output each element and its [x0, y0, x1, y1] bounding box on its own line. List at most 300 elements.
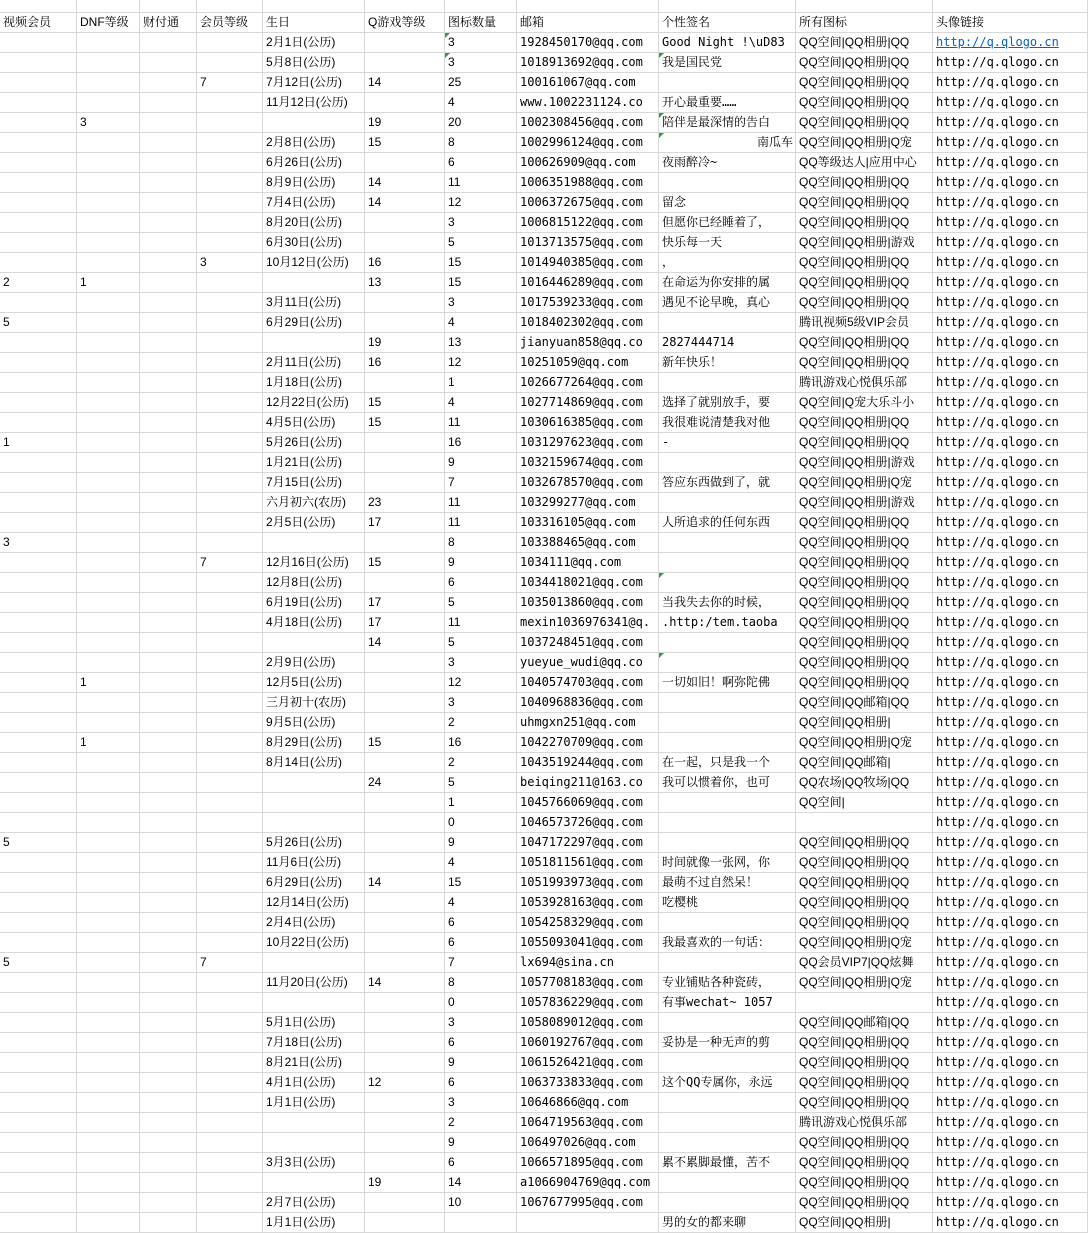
cell-birthday[interactable]: 5月26日(公历)	[263, 433, 365, 453]
cell-video[interactable]	[0, 1093, 77, 1113]
cell-icon_count[interactable]: 25	[445, 73, 517, 93]
cell-dnf[interactable]	[77, 513, 140, 533]
cell-q_game_level[interactable]: 12	[365, 1073, 445, 1093]
cell-birthday[interactable]: 5月8日(公历)	[263, 53, 365, 73]
cell-signature[interactable]: 2827444714	[659, 333, 796, 353]
cell-email[interactable]	[517, 1213, 659, 1233]
cell-birthday[interactable]	[263, 953, 365, 973]
cell-video[interactable]	[0, 193, 77, 213]
cell-all_icons[interactable]: QQ等级达人|应用中心	[796, 153, 933, 173]
cell-video[interactable]	[0, 913, 77, 933]
header-cell-email[interactable]: 邮箱	[517, 13, 659, 33]
cell-q_game_level[interactable]	[365, 1193, 445, 1213]
cell-signature[interactable]: 在命运为你安排的属	[659, 273, 796, 293]
cell-all_icons[interactable]: QQ空间|QQ相册|QQ	[796, 173, 933, 193]
cell-icon_count[interactable]: 9	[445, 453, 517, 473]
cell-dnf[interactable]	[77, 1013, 140, 1033]
cell-member_level[interactable]	[197, 753, 263, 773]
cell-icon_count[interactable]: 6	[445, 1073, 517, 1093]
cell-video[interactable]: 2	[0, 273, 77, 293]
avatar-link[interactable]: http://q.qlogo.cn	[933, 1213, 1088, 1233]
cell-all_icons[interactable]: QQ空间|QQ相册|QQ	[796, 353, 933, 373]
cell-member_level[interactable]	[197, 93, 263, 113]
cell-video[interactable]	[0, 1193, 77, 1213]
avatar-link[interactable]: http://q.qlogo.cn	[933, 133, 1088, 153]
cell-member_level[interactable]	[197, 1073, 263, 1093]
cell-all_icons[interactable]	[796, 993, 933, 1013]
cell-tenpay[interactable]	[140, 433, 197, 453]
cell-video[interactable]	[0, 1073, 77, 1093]
avatar-link[interactable]: http://q.qlogo.cn	[933, 1153, 1088, 1173]
cell-tenpay[interactable]	[140, 93, 197, 113]
cell-birthday[interactable]	[263, 0, 365, 13]
cell-birthday[interactable]: 11月6日(公历)	[263, 853, 365, 873]
cell-email[interactable]: 1047172297@qq.com	[517, 833, 659, 853]
cell-signature[interactable]	[659, 1133, 796, 1153]
cell-email[interactable]: 103388465@qq.com	[517, 533, 659, 553]
cell-tenpay[interactable]	[140, 853, 197, 873]
cell-email[interactable]: yueyue_wudi@qq.co	[517, 653, 659, 673]
cell-dnf[interactable]	[77, 53, 140, 73]
cell-tenpay[interactable]	[140, 153, 197, 173]
cell-email[interactable]: 1027714869@qq.com	[517, 393, 659, 413]
avatar-link[interactable]: http://q.qlogo.cn	[933, 233, 1088, 253]
cell-all_icons[interactable]: QQ空间|QQ相册|QQ	[796, 1153, 933, 1173]
cell-member_level[interactable]	[197, 433, 263, 453]
cell-video[interactable]	[0, 633, 77, 653]
cell-all_icons[interactable]: QQ空间|QQ邮箱|	[796, 753, 933, 773]
cell-dnf[interactable]	[77, 213, 140, 233]
cell-signature[interactable]	[659, 953, 796, 973]
cell-icon_count[interactable]: 6	[445, 573, 517, 593]
cell-email[interactable]: 1051993973@qq.com	[517, 873, 659, 893]
cell-all_icons[interactable]: QQ空间|QQ相册|QQ	[796, 1173, 933, 1193]
cell-email[interactable]: 1046573726@qq.com	[517, 813, 659, 833]
cell-email[interactable]: 1054258329@qq.com	[517, 913, 659, 933]
cell-icon_count[interactable]: 16	[445, 733, 517, 753]
cell-email[interactable]: 1928450170@qq.com	[517, 33, 659, 53]
cell-signature[interactable]	[659, 493, 796, 513]
cell-all_icons[interactable]: QQ空间|QQ相册|QQ	[796, 253, 933, 273]
cell-q_game_level[interactable]	[365, 813, 445, 833]
cell-dnf[interactable]	[77, 613, 140, 633]
cell-email[interactable]: a1066904769@qq.com	[517, 1173, 659, 1193]
cell-q_game_level[interactable]	[365, 153, 445, 173]
cell-q_game_level[interactable]	[365, 33, 445, 53]
cell-all_icons[interactable]: QQ空间|	[796, 793, 933, 813]
cell-video[interactable]	[0, 893, 77, 913]
cell-q_game_level[interactable]	[365, 833, 445, 853]
cell-member_level[interactable]: 7	[197, 553, 263, 573]
cell-member_level[interactable]	[197, 793, 263, 813]
cell-signature[interactable]: .http:/tem.taoba	[659, 613, 796, 633]
cell-member_level[interactable]	[197, 1113, 263, 1133]
avatar-link[interactable]: http://q.qlogo.cn	[933, 213, 1088, 233]
cell-icon_count[interactable]: 11	[445, 173, 517, 193]
cell-signature[interactable]	[659, 0, 796, 13]
cell-signature[interactable]: 陪伴是最深情的告白	[659, 113, 796, 133]
cell-member_level[interactable]	[197, 713, 263, 733]
avatar-link[interactable]: http://q.qlogo.cn	[933, 953, 1088, 973]
avatar-link[interactable]: http://q.qlogo.cn	[933, 333, 1088, 353]
cell-signature[interactable]: 在一起，只是我一个	[659, 753, 796, 773]
cell-video[interactable]	[0, 653, 77, 673]
cell-member_level[interactable]	[197, 613, 263, 633]
cell-all_icons[interactable]: QQ空间|QQ相册|QQ	[796, 1133, 933, 1153]
cell-video[interactable]	[0, 413, 77, 433]
cell-dnf[interactable]	[77, 1153, 140, 1173]
cell-video[interactable]	[0, 353, 77, 373]
cell-signature[interactable]	[659, 633, 796, 653]
cell-dnf[interactable]	[77, 833, 140, 853]
cell-icon_count[interactable]: 3	[445, 213, 517, 233]
cell-email[interactable]: 1066571895@qq.com	[517, 1153, 659, 1173]
cell-tenpay[interactable]	[140, 653, 197, 673]
cell-q_game_level[interactable]	[365, 753, 445, 773]
avatar-link[interactable]: http://q.qlogo.cn	[933, 993, 1088, 1013]
cell-birthday[interactable]: 6月19日(公历)	[263, 593, 365, 613]
cell-birthday[interactable]	[263, 533, 365, 553]
cell-member_level[interactable]	[197, 653, 263, 673]
cell-video[interactable]: 5	[0, 313, 77, 333]
cell-dnf[interactable]	[77, 753, 140, 773]
cell-dnf[interactable]	[77, 433, 140, 453]
cell-birthday[interactable]: 8月21日(公历)	[263, 1053, 365, 1073]
cell-q_game_level[interactable]	[365, 933, 445, 953]
cell-icon_count[interactable]: 1	[445, 373, 517, 393]
cell-signature[interactable]	[659, 313, 796, 333]
cell-member_level[interactable]	[197, 453, 263, 473]
cell-birthday[interactable]: 8月14日(公历)	[263, 753, 365, 773]
cell-tenpay[interactable]	[140, 573, 197, 593]
cell-member_level[interactable]	[197, 53, 263, 73]
cell-email[interactable]: 1026677264@qq.com	[517, 373, 659, 393]
cell-icon_count[interactable]: 6	[445, 1153, 517, 1173]
cell-icon_count[interactable]: 3	[445, 1013, 517, 1033]
cell-dnf[interactable]	[77, 353, 140, 373]
avatar-link[interactable]: http://q.qlogo.cn	[933, 753, 1088, 773]
cell-signature[interactable]: ，	[659, 253, 796, 273]
cell-video[interactable]	[0, 773, 77, 793]
cell-dnf[interactable]	[77, 593, 140, 613]
cell-video[interactable]	[0, 1173, 77, 1193]
cell-icon_count[interactable]: 9	[445, 1053, 517, 1073]
avatar-link[interactable]: http://q.qlogo.cn	[933, 193, 1088, 213]
cell-q_game_level[interactable]: 19	[365, 113, 445, 133]
cell-q_game_level[interactable]	[365, 93, 445, 113]
cell-icon_count[interactable]: 14	[445, 1173, 517, 1193]
cell-email[interactable]: 1031297623@qq.com	[517, 433, 659, 453]
cell-dnf[interactable]	[77, 93, 140, 113]
cell-birthday[interactable]: 4月18日(公历)	[263, 613, 365, 633]
cell-q_game_level[interactable]	[365, 53, 445, 73]
cell-signature[interactable]	[659, 1173, 796, 1193]
cell-video[interactable]	[0, 253, 77, 273]
cell-q_game_level[interactable]: 14	[365, 193, 445, 213]
cell-all_icons[interactable]: QQ空间|QQ相册|QQ	[796, 533, 933, 553]
cell-email[interactable]: 1058089012@qq.com	[517, 1013, 659, 1033]
cell-tenpay[interactable]	[140, 1093, 197, 1113]
cell-video[interactable]	[0, 853, 77, 873]
cell-all_icons[interactable]: QQ空间|QQ相册|	[796, 1213, 933, 1233]
cell-video[interactable]	[0, 513, 77, 533]
cell-q_game_level[interactable]: 16	[365, 253, 445, 273]
cell-icon_count[interactable]: 3	[445, 293, 517, 313]
cell-icon_count[interactable]: 15	[445, 873, 517, 893]
cell-icon_count[interactable]: 8	[445, 133, 517, 153]
cell-birthday[interactable]	[263, 113, 365, 133]
cell-video[interactable]: 1	[0, 433, 77, 453]
cell-all_icons[interactable]: QQ空间|QQ相册|	[796, 713, 933, 733]
cell-member_level[interactable]	[197, 633, 263, 653]
cell-tenpay[interactable]	[140, 253, 197, 273]
cell-birthday[interactable]: 12月16日(公历)	[263, 553, 365, 573]
cell-signature[interactable]	[659, 1093, 796, 1113]
cell-icon_count[interactable]: 6	[445, 1033, 517, 1053]
cell-video[interactable]	[0, 733, 77, 753]
cell-birthday[interactable]: 2月11日(公历)	[263, 353, 365, 373]
cell-video[interactable]	[0, 173, 77, 193]
cell-email[interactable]: 10646866@qq.com	[517, 1093, 659, 1113]
cell-video[interactable]	[0, 1153, 77, 1173]
header-cell-birthday[interactable]: 生日	[263, 13, 365, 33]
cell-email[interactable]: 1018913692@qq.com	[517, 53, 659, 73]
cell-tenpay[interactable]	[140, 553, 197, 573]
cell-member_level[interactable]: 7	[197, 73, 263, 93]
cell-dnf[interactable]	[77, 553, 140, 573]
cell-signature[interactable]	[659, 653, 796, 673]
cell-video[interactable]	[0, 1133, 77, 1153]
cell-dnf[interactable]	[77, 1173, 140, 1193]
cell-all_icons[interactable]: QQ空间|Q宠大乐斗小	[796, 393, 933, 413]
cell-q_game_level[interactable]	[365, 1153, 445, 1173]
cell-tenpay[interactable]	[140, 273, 197, 293]
cell-signature[interactable]: 新年快乐！	[659, 353, 796, 373]
cell-all_icons[interactable]: QQ空间|QQ相册|QQ	[796, 413, 933, 433]
cell-all_icons[interactable]: QQ空间|QQ相册|QQ	[796, 1033, 933, 1053]
avatar-link[interactable]: http://q.qlogo.cn	[933, 833, 1088, 853]
cell-q_game_level[interactable]	[365, 1133, 445, 1153]
cell-birthday[interactable]: 8月20日(公历)	[263, 213, 365, 233]
cell-email[interactable]: 100161067@qq.com	[517, 73, 659, 93]
cell-tenpay[interactable]	[140, 173, 197, 193]
cell-dnf[interactable]	[77, 193, 140, 213]
cell-video[interactable]	[0, 53, 77, 73]
cell-dnf[interactable]	[77, 413, 140, 433]
cell-signature[interactable]	[659, 1113, 796, 1133]
cell-email[interactable]: 1067677995@qq.com	[517, 1193, 659, 1213]
cell-signature[interactable]	[659, 913, 796, 933]
avatar-link[interactable]: http://q.qlogo.cn	[933, 253, 1088, 273]
cell-birthday[interactable]: 7月4日(公历)	[263, 193, 365, 213]
cell-signature[interactable]	[659, 833, 796, 853]
cell-dnf[interactable]	[77, 893, 140, 913]
cell-video[interactable]	[0, 0, 77, 13]
avatar-link[interactable]: http://q.qlogo.cn	[933, 353, 1088, 373]
cell-q_game_level[interactable]	[365, 453, 445, 473]
avatar-link[interactable]: http://q.qlogo.cn	[933, 1173, 1088, 1193]
cell-member_level[interactable]	[197, 493, 263, 513]
cell-q_game_level[interactable]: 15	[365, 413, 445, 433]
cell-tenpay[interactable]	[140, 293, 197, 313]
cell-tenpay[interactable]	[140, 1073, 197, 1093]
cell-icon_count[interactable]: 7	[445, 473, 517, 493]
cell-icon_count[interactable]: 1	[445, 793, 517, 813]
avatar-link[interactable]: http://q.qlogo.cn	[933, 873, 1088, 893]
cell-video[interactable]	[0, 1033, 77, 1053]
cell-tenpay[interactable]	[140, 53, 197, 73]
cell-signature[interactable]: 一切如旧！啊弥陀佛	[659, 673, 796, 693]
cell-tenpay[interactable]	[140, 1113, 197, 1133]
cell-signature[interactable]: 遇见不论早晚，真心	[659, 293, 796, 313]
cell-member_level[interactable]: 7	[197, 953, 263, 973]
cell-signature[interactable]: -	[659, 433, 796, 453]
cell-signature[interactable]	[659, 533, 796, 553]
cell-tenpay[interactable]	[140, 693, 197, 713]
cell-email[interactable]: 1043519244@qq.com	[517, 753, 659, 773]
avatar-link[interactable]: http://q.qlogo.cn	[933, 593, 1088, 613]
cell-email[interactable]: 1045766069@qq.com	[517, 793, 659, 813]
cell-q_game_level[interactable]	[365, 533, 445, 553]
cell-tenpay[interactable]	[140, 793, 197, 813]
cell-dnf[interactable]: 1	[77, 273, 140, 293]
cell-icon_count[interactable]: 10	[445, 1193, 517, 1213]
cell-icon_count[interactable]: 12	[445, 353, 517, 373]
cell-birthday[interactable]: 六月初六(农历)	[263, 493, 365, 513]
cell-member_level[interactable]	[197, 373, 263, 393]
cell-q_game_level[interactable]: 14	[365, 73, 445, 93]
cell-member_level[interactable]	[197, 873, 263, 893]
cell-icon_count[interactable]: 5	[445, 593, 517, 613]
cell-q_game_level[interactable]: 15	[365, 393, 445, 413]
cell-member_level[interactable]	[197, 833, 263, 853]
cell-dnf[interactable]	[77, 233, 140, 253]
cell-member_level[interactable]	[197, 693, 263, 713]
cell-email[interactable]: mexin1036976341@q.	[517, 613, 659, 633]
avatar-link[interactable]: http://q.qlogo.cn	[933, 733, 1088, 753]
cell-video[interactable]	[0, 373, 77, 393]
avatar-link[interactable]: http://q.qlogo.cn	[933, 633, 1088, 653]
cell-q_game_level[interactable]: 14	[365, 973, 445, 993]
cell-birthday[interactable]: 2月5日(公历)	[263, 513, 365, 533]
cell-all_icons[interactable]: QQ空间|QQ相册|Q宠	[796, 733, 933, 753]
cell-member_level[interactable]	[197, 1193, 263, 1213]
cell-signature[interactable]: 人所追求的任何东西	[659, 513, 796, 533]
cell-email[interactable]: 1002996124@qq.com	[517, 133, 659, 153]
cell-all_icons[interactable]: QQ空间|QQ相册|QQ	[796, 573, 933, 593]
cell-tenpay[interactable]	[140, 113, 197, 133]
cell-member_level[interactable]	[197, 893, 263, 913]
avatar-link[interactable]: http://q.qlogo.cn	[933, 293, 1088, 313]
cell-video[interactable]	[0, 453, 77, 473]
cell-birthday[interactable]: 6月29日(公历)	[263, 873, 365, 893]
cell-video[interactable]	[0, 233, 77, 253]
cell-birthday[interactable]: 2月8日(公历)	[263, 133, 365, 153]
cell-video[interactable]: 5	[0, 953, 77, 973]
cell-email[interactable]	[517, 0, 659, 13]
cell-member_level[interactable]	[197, 233, 263, 253]
cell-signature[interactable]	[659, 553, 796, 573]
cell-email[interactable]: 1060192767@qq.com	[517, 1033, 659, 1053]
cell-signature[interactable]	[659, 1013, 796, 1033]
cell-dnf[interactable]	[77, 773, 140, 793]
cell-birthday[interactable]: 8月29日(公历)	[263, 733, 365, 753]
cell-signature[interactable]: 妥协是一种无声的剪	[659, 1033, 796, 1053]
cell-q_game_level[interactable]	[365, 1013, 445, 1033]
cell-video[interactable]	[0, 573, 77, 593]
cell-birthday[interactable]: 6月30日(公历)	[263, 233, 365, 253]
cell-email[interactable]: 106497026@qq.com	[517, 1133, 659, 1153]
cell-icon_count[interactable]: 2	[445, 713, 517, 733]
cell-all_icons[interactable]: QQ会员VIP7|QQ炫舞	[796, 953, 933, 973]
cell-tenpay[interactable]	[140, 1133, 197, 1153]
cell-member_level[interactable]	[197, 153, 263, 173]
cell-tenpay[interactable]	[140, 213, 197, 233]
cell-member_level[interactable]	[197, 913, 263, 933]
cell-icon_count[interactable]: 2	[445, 1113, 517, 1133]
cell-video[interactable]	[0, 153, 77, 173]
cell-tenpay[interactable]	[140, 633, 197, 653]
cell-tenpay[interactable]	[140, 373, 197, 393]
cell-q_game_level[interactable]	[365, 913, 445, 933]
cell-dnf[interactable]	[77, 1133, 140, 1153]
cell-member_level[interactable]	[197, 213, 263, 233]
cell-tenpay[interactable]	[140, 533, 197, 553]
cell-all_icons[interactable]: QQ空间|QQ相册|QQ	[796, 893, 933, 913]
cell-email[interactable]: beiqing211@163.co	[517, 773, 659, 793]
cell-signature[interactable]: 专业铺贴各种瓷砖，	[659, 973, 796, 993]
cell-tenpay[interactable]	[140, 893, 197, 913]
cell-dnf[interactable]	[77, 453, 140, 473]
avatar-link[interactable]: http://q.qlogo.cn	[933, 693, 1088, 713]
cell-icon_count[interactable]: 6	[445, 913, 517, 933]
cell-member_level[interactable]	[197, 313, 263, 333]
cell-birthday[interactable]	[263, 633, 365, 653]
cell-q_game_level[interactable]: 24	[365, 773, 445, 793]
cell-tenpay[interactable]	[140, 993, 197, 1013]
cell-email[interactable]: 1002308456@qq.com	[517, 113, 659, 133]
cell-email[interactable]: 1037248451@qq.com	[517, 633, 659, 653]
cell-email[interactable]: 1017539233@qq.com	[517, 293, 659, 313]
avatar-link[interactable]: http://q.qlogo.cn	[933, 1193, 1088, 1213]
cell-birthday[interactable]: 10月22日(公历)	[263, 933, 365, 953]
cell-dnf[interactable]	[77, 333, 140, 353]
cell-dnf[interactable]	[77, 933, 140, 953]
cell-signature[interactable]: 留念	[659, 193, 796, 213]
cell-tenpay[interactable]	[140, 873, 197, 893]
cell-signature[interactable]: 有事wechat~ 1057	[659, 993, 796, 1013]
avatar-link[interactable]: http://q.qlogo.cn	[933, 573, 1088, 593]
cell-icon_count[interactable]: 9	[445, 833, 517, 853]
cell-email[interactable]: 1040574703@qq.com	[517, 673, 659, 693]
header-cell-icon_count[interactable]: 图标数量	[445, 13, 517, 33]
cell-tenpay[interactable]	[140, 713, 197, 733]
avatar-link[interactable]: http://q.qlogo.cn	[933, 473, 1088, 493]
cell-dnf[interactable]	[77, 393, 140, 413]
cell-video[interactable]	[0, 33, 77, 53]
avatar-link[interactable]: http://q.qlogo.cn	[933, 653, 1088, 673]
cell-video[interactable]	[0, 393, 77, 413]
avatar-link[interactable]: http://q.qlogo.cn	[933, 1113, 1088, 1133]
cell-birthday[interactable]: 2月7日(公历)	[263, 1193, 365, 1213]
cell-video[interactable]	[0, 333, 77, 353]
cell-tenpay[interactable]	[140, 593, 197, 613]
cell-signature[interactable]: 我很难说清楚我对他	[659, 413, 796, 433]
cell-birthday[interactable]: 8月9日(公历)	[263, 173, 365, 193]
cell-all_icons[interactable]: QQ空间|QQ相册|QQ	[796, 213, 933, 233]
cell-dnf[interactable]	[77, 153, 140, 173]
cell-icon_count[interactable]: 5	[445, 233, 517, 253]
